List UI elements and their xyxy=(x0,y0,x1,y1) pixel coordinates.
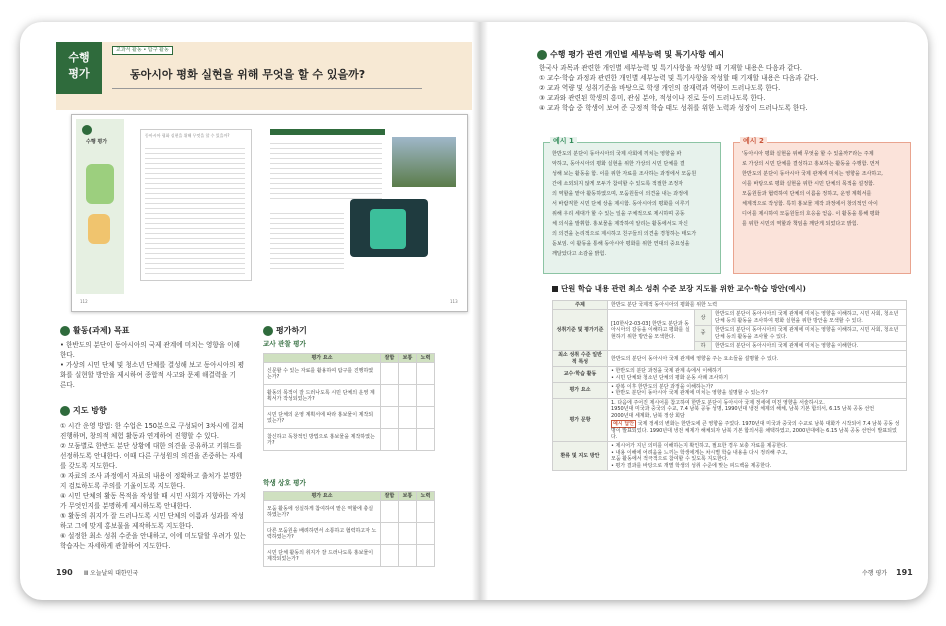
check-cell[interactable] xyxy=(381,501,399,523)
teacher-eval-table xyxy=(263,353,435,451)
example1-line: 의 역할을 맡아 활동하였으며, 모둠원들이 의견을 내는 과정에 xyxy=(552,191,688,197)
sample-header-bar xyxy=(270,129,385,135)
check-cell[interactable] xyxy=(399,429,417,451)
sec1-line: ④ 교과 학습 중 학생이 보여 준 긍정적 학습 태도 성취를 위한 노력과 성장이 드러나도록 한다. xyxy=(539,104,808,112)
sample-middle-panel xyxy=(140,129,252,281)
example1-line: 깨달았다고 소감을 밝힘. xyxy=(552,251,607,257)
row-line: • 내용 이해에 어려움을 느끼는 학생에게는 차시별 학습 내용을 다시 정리해 주고, xyxy=(611,449,788,456)
guide-line: 지 검토하도록 주의를 기울이도록 지도한다. xyxy=(60,482,186,490)
sec1-line: ③ 교과와 관련된 학생의 흥미, 관심 분야, 적성이나 진로 등이 드러나도록 한다. xyxy=(539,94,766,102)
guide-line: ③ 자료의 조사 과정에서 자료의 내용이 정확하고 출처가 분명한 xyxy=(60,472,242,480)
left-chapter: Ⅲ 오늘날의 대한민국 xyxy=(84,570,139,577)
row-label: 최소 성취 수준 일반적 특성 xyxy=(553,351,608,367)
table-row xyxy=(264,429,435,451)
example2-label: 예시 2 xyxy=(740,137,767,146)
example1-line: 돋보임. 이 활동을 통해 동아시아 평화를 위한 연대의 중요성을 xyxy=(552,241,690,247)
level-text: 한반도의 분단이 동아시아의 국제 관계에 미치는 영향을 이해하고, 시민 사회, 청소년 단체 등의 활동을 조사할 수 있다. xyxy=(712,326,907,342)
right-page xyxy=(487,22,928,600)
example2-line: 를 위한 시민의 역할과 책임을 깨닫게 되었다고 밝힘. xyxy=(742,221,859,227)
row-text xyxy=(608,398,907,441)
example1-line: 성해 보는 활동을 함. 이를 위한 자료를 조사하는 과정에서 모둠원 xyxy=(552,171,697,177)
row-line: • 제시어가 지닌 의미를 이해하는지 확인하고, 필요한 경우 보충 자료를 제공한다. xyxy=(611,443,788,450)
example1-line: 서 바람직한 시민 단체 상을 제시함. 동아시아의 평화를 이루기 xyxy=(552,201,690,207)
table-header-row xyxy=(264,354,435,363)
row-text xyxy=(608,367,907,383)
table-header-row xyxy=(264,492,435,501)
check-cell[interactable] xyxy=(381,407,399,429)
eval-item: 시민 단체 활동의 취지가 잘 드러나도록 홍보물이 제작되었는가? xyxy=(264,545,381,567)
col-effort: 노력 xyxy=(417,492,435,501)
check-cell[interactable] xyxy=(381,385,399,407)
example1-line: 위해 우리 세대가 할 수 있는 일을 구체적으로 제시하며 공동 xyxy=(552,211,685,217)
example2-line: '동아시아 평화 실현을 위해 무엇을 할 수 있을까?'라는 주제 xyxy=(742,151,874,157)
check-cell[interactable] xyxy=(399,407,417,429)
sample-page-image xyxy=(71,114,468,312)
square-icon xyxy=(552,286,558,292)
guide-line: 를 갖도록 지도한다. xyxy=(60,462,118,470)
standard-text: [10한사2-03-03] 한반도 분단과 동아시아의 갈등을 이해하고 평화를 실현하기 위한 방안을 모색한다. xyxy=(608,310,695,351)
banner-tag: 교과서 활동 • 탐구 활동 xyxy=(112,46,173,55)
guide-heading xyxy=(60,405,107,416)
check-cell[interactable] xyxy=(381,429,399,451)
example1-label: 예시 1 xyxy=(550,137,577,146)
row-line: • 평가 결과를 바탕으로 개별 학생의 성취 수준에 맞는 피드백을 제공한다. xyxy=(611,462,772,469)
table-row xyxy=(553,383,907,399)
eval-item: 신문할 수 있는 자료를 활용하여 탐구를 진행하였는가? xyxy=(264,363,381,385)
sec1-line: 한국사 과목과 관련한 개인별 세부능력 및 특기사항을 작성할 때 기재할 내용은 다음과 같다. xyxy=(539,64,802,72)
right-page-number: 191 xyxy=(896,568,913,577)
example1-line: 의 의견을 논리적으로 제시하고 친구들의 의견을 경청하는 태도가 xyxy=(552,231,697,237)
check-cell[interactable] xyxy=(417,501,435,523)
sec2-title: 단원 학습 내용 관련 최소 성취 수준 보장 지도를 위한 교수·학습 방안(예시) xyxy=(561,284,806,293)
sec1-line: ② 교과 역량 및 성취기준을 바탕으로 학생 개인의 잠재력과 역량이 드러나도록 한다. xyxy=(539,84,781,92)
row-line: 1. 다음에 주어진 제시어를 참고하여 한반도 분단이 동아시아 국제 정세에 미친 영향을 서술하시오. xyxy=(611,399,825,406)
row-line: 모둠 활동에서 적극적으로 참여할 수 있도록 지도한다. xyxy=(611,456,729,463)
table-row xyxy=(264,545,435,567)
eval-title: 평가하기 xyxy=(276,326,307,335)
sample-figure-2 xyxy=(88,214,110,244)
example2-line: 이를 바탕으로 평화 실현을 위한 시민 단체의 목적을 설정함. xyxy=(742,181,875,187)
col-normal: 보통 xyxy=(399,492,417,501)
badge-line2: 평가 xyxy=(68,67,90,80)
left-page xyxy=(20,22,475,600)
row-line: 1950년대 미국과 중국의 수교, 7.4 남북 공동 성명, 1990년대 냉전 체제의 해체, 남북 기본 합의서, 6.15 남북 공동 선언 xyxy=(611,406,875,413)
table-row xyxy=(553,310,907,326)
goal-line: 른다. xyxy=(60,381,75,389)
sample-question: 동아시아 평화 실현을 위해 무엇을 할 수 있을까? xyxy=(145,133,230,138)
level-text: 한반도의 분단이 동아시아의 국제 관계에 미치는 영향을 이해하고, 시민 사회, 청소년 단체 등의 활동을 조사하여 평화 실현을 위한 방안을 모색할 수 있다. xyxy=(712,310,907,326)
check-cell[interactable] xyxy=(399,363,417,385)
sample-lines-3 xyxy=(270,209,344,269)
table-row xyxy=(553,442,907,471)
table-row xyxy=(553,351,907,367)
guide-line: 선정하도록 안내한다. 이때 다른 구성원의 의견을 존중하는 자세 xyxy=(60,452,243,460)
level-text: 한반도의 분단이 동아시아의 국제 관계에 미치는 영향을 이해한다. xyxy=(712,342,907,351)
table-row xyxy=(264,523,435,545)
col-element: 평가 요소 xyxy=(264,492,381,501)
example-answer xyxy=(611,421,903,440)
check-cell[interactable] xyxy=(399,545,417,567)
guide-line: ② 모둠별로 한반도 분단 상황에 대한 의견을 공유하고 키워드를 xyxy=(60,442,242,450)
row-line: • 광복 이후 한반도의 분단 과정을 이해하는가? xyxy=(611,384,714,391)
goal-line: • 한반도의 분단이 동아시아의 국제 관계에 미치는 영향을 이해 xyxy=(60,341,240,349)
guide-line: ④ 시민 단체의 활동 목적을 작성할 때 시민 사회가 지향하는 가치 xyxy=(60,492,247,500)
row-line: • 시민 단체와 청소년 단체의 평화 운동 사례 조사하기 xyxy=(611,374,729,381)
example-answer-text: 국제 정세의 변화는 한반도에 큰 영향을 주었다. 1970년대 미국과 중국의 수교로 남북 대화가 시작되어 7.4 남북 공동 성명이 발표되었다. 1990년대 냉전 체제가 해체되자 남북 기본 합의서를 채택하였고, 2000년대에는 6.15 남북 공동 선언이 발표되었다. xyxy=(611,421,900,440)
row-label: 교수·학습 활동 xyxy=(553,367,608,383)
right-section-label: 수행 평가 xyxy=(862,570,888,577)
col-good: 잘함 xyxy=(381,354,399,363)
eval-item: 모둠 활동에 성실하게 참여하여 맡은 역할에 충실하였는가? xyxy=(264,501,381,523)
example2-line: 모둠원들과 협력하여 단체의 이름을 정하고, 운영 계획서를 xyxy=(742,191,872,197)
guide-line: 진행하며, 창의적 체험 활동과 연계하여 진행할 수 있다. xyxy=(60,432,219,440)
check-cell[interactable] xyxy=(417,545,435,567)
check-cell[interactable] xyxy=(417,363,435,385)
row-text xyxy=(608,383,907,399)
example2-line: 체계적으로 작성함. 특히 홍보물 제작 과정에서 창의적인 아이 xyxy=(742,201,878,207)
row-line: 2000년대 세계화, 남북 정상 회담 xyxy=(611,412,685,419)
check-cell[interactable] xyxy=(399,385,417,407)
sample-left-panel xyxy=(76,119,124,294)
check-cell[interactable] xyxy=(417,407,435,429)
row-line: • 한반도 분단이 동아시아 국제 관계에 미치는 영향을 설명할 수 있는가? xyxy=(611,390,768,397)
guide-line: 학습자는 자세하게 관찰하여 지도한다. xyxy=(60,542,171,550)
check-cell[interactable] xyxy=(381,363,399,385)
col-normal: 보통 xyxy=(399,354,417,363)
col-effort: 노력 xyxy=(417,354,435,363)
guide-line: ⑥ 설정한 최소 성취 수준을 안내하고, 이에 미도달할 우려가 있는 xyxy=(60,532,247,540)
sample-photo xyxy=(392,137,456,187)
teacher-eval-subtitle: 교사 관찰 평가 xyxy=(263,340,306,348)
achievement-table xyxy=(552,300,907,471)
check-cell[interactable] xyxy=(399,501,417,523)
goal-line: 한다. xyxy=(60,351,75,359)
sample-app-title: 수행 평가 xyxy=(86,139,108,145)
goal-line: • 가상의 시민 단체 및 청소년 단체를 결성해 보고 동아시아의 평 xyxy=(60,361,245,369)
sample-lines-2 xyxy=(270,139,382,199)
row-text: 한반도의 분단이 동아시아 국제 관계에 영향을 주는 요소들을 설명할 수 있다. xyxy=(608,351,907,367)
row-text: 한반도 분단 국제적 동아시아의 평화를 위한 노력 xyxy=(608,301,907,310)
check-cell[interactable] xyxy=(417,523,435,545)
sample-poster-art xyxy=(370,209,406,249)
goal-heading xyxy=(60,325,129,336)
table-row xyxy=(264,501,435,523)
example1-box xyxy=(543,137,721,274)
guide-line: 가 무엇인지를 분명하게 제시하도록 안내한다. xyxy=(60,502,192,510)
col-good: 잘함 xyxy=(381,492,399,501)
example2-line: 디어를 제시하여 모둠원들의 호응을 얻음. 이 활동을 통해 평화 xyxy=(742,211,880,217)
eval-heading xyxy=(263,325,307,336)
row-text xyxy=(608,442,907,471)
textbook-spread xyxy=(20,22,928,600)
goal-line: 화를 실현할 방안을 제시하여 종합적 사고와 문제 해결력을 기 xyxy=(60,371,237,379)
guide-line: ⑤ 활동의 취지가 잘 드러나도록 시민 단체의 이름과 성과를 작성 xyxy=(60,512,245,520)
table-row xyxy=(264,385,435,407)
sec1-title: 수행 평가 관련 개인별 세부능력 및 특기사항 예시 xyxy=(550,50,725,59)
left-page-number: 190 xyxy=(56,568,73,577)
guide-title: 지도 방향 xyxy=(73,406,107,415)
sample-app-icon xyxy=(82,125,92,135)
table-row xyxy=(264,407,435,429)
eval-item: 시민 단체의 운영 계획서에 따라 홍보물이 제작되었는가? xyxy=(264,407,381,429)
banner-divider xyxy=(112,88,422,89)
compass-icon xyxy=(60,406,70,416)
row-line: • 한반도의 분단 과정을 국제 관계 속에서 이해하기 xyxy=(611,368,722,375)
example1-line: 체 의식을 발휘함. 홍보물을 제작하여 알리는 활동에서도 자신 xyxy=(552,221,688,227)
example2-box xyxy=(733,137,911,274)
table-row xyxy=(553,367,907,383)
sample-page-left: 112 xyxy=(80,299,88,304)
row-label: 환류 및 지도 방안 xyxy=(553,442,608,471)
peer-eval-subtitle: 학생 상호 평가 xyxy=(263,479,306,487)
check-cell[interactable] xyxy=(417,429,435,451)
table-row xyxy=(553,301,907,310)
row-label: 평가 요소 xyxy=(553,383,608,399)
level-label: 중 xyxy=(695,326,712,342)
check-cell[interactable] xyxy=(399,523,417,545)
eval-item: 참신하고 독창적인 방법으로 홍보물을 제작하였는가? xyxy=(264,429,381,451)
row-label: 주제 xyxy=(553,301,608,310)
sample-figure xyxy=(86,164,114,204)
level-label: 하 xyxy=(695,342,712,351)
goal-title: 활동(과제) 목표 xyxy=(73,326,130,335)
sample-right-panel xyxy=(270,129,460,279)
guide-line: ① 시간 운영 방법: 한 수업은 150분으로 구성되어 3차시에 걸쳐 xyxy=(60,422,244,430)
peer-eval-table xyxy=(263,491,435,567)
eval-item: 다른 모둠원을 배려하면서 소통하고 협력하고자 노력하였는가? xyxy=(264,523,381,545)
sample-lines xyxy=(145,144,245,274)
example1-line: 한반도의 분단이 동아시아의 국제 사회에 끼치는 영향을 파 xyxy=(552,151,682,157)
example2-line: 로 가상의 시민 단체를 결성하고 홍보하는 활동을 수행함. 먼저 xyxy=(742,161,880,167)
table-row xyxy=(553,398,907,441)
sec1-line: ① 교수·학습 과정과 관련한 개인별 세부능력 및 특기사항을 작성할 때 기재할 내용은 다음과 같다. xyxy=(539,74,819,82)
row-label: 평가 문항 xyxy=(553,398,608,441)
example2-line: 한반도의 분단이 동아시아 국제 관계에 미치는 영향을 조사하고, xyxy=(742,171,883,177)
pencil-icon xyxy=(537,50,547,60)
badge-line1: 수행 xyxy=(68,51,90,64)
example1-line: 악하고, 동아시아의 평화 실현을 위한 가상의 시민 단체를 결 xyxy=(552,161,685,167)
pencil-icon xyxy=(263,326,273,336)
table-row xyxy=(264,363,435,385)
level-label: 상 xyxy=(695,310,712,326)
example1-line: 간에 소외되지 않게 모두가 참여할 수 있도록 적절한 조정자 xyxy=(552,181,684,187)
sec1-heading xyxy=(537,49,724,60)
col-element: 평가 요소 xyxy=(264,354,381,363)
check-cell[interactable] xyxy=(381,523,399,545)
badge xyxy=(56,42,102,94)
sec2-heading xyxy=(552,283,806,294)
banner-title: 동아시아 평화 실현을 위해 무엇을 할 수 있을까? xyxy=(130,68,366,81)
eval-item: 활동의 목적이 잘 드러나도록 시민 단체의 운영 계획서가 작성되었는가? xyxy=(264,385,381,407)
check-cell[interactable] xyxy=(381,545,399,567)
example-answer-label: 예시 답안 xyxy=(613,421,635,428)
guide-line: 하고 그에 맞게 홍보물을 제작하도록 지도한다. xyxy=(60,522,194,530)
book-gutter xyxy=(472,22,488,600)
row-label: 성취기준 및 평가기준 xyxy=(553,310,608,351)
sample-page-right: 113 xyxy=(450,299,458,304)
sample-poster xyxy=(350,199,428,257)
check-icon xyxy=(60,326,70,336)
check-cell[interactable] xyxy=(417,385,435,407)
